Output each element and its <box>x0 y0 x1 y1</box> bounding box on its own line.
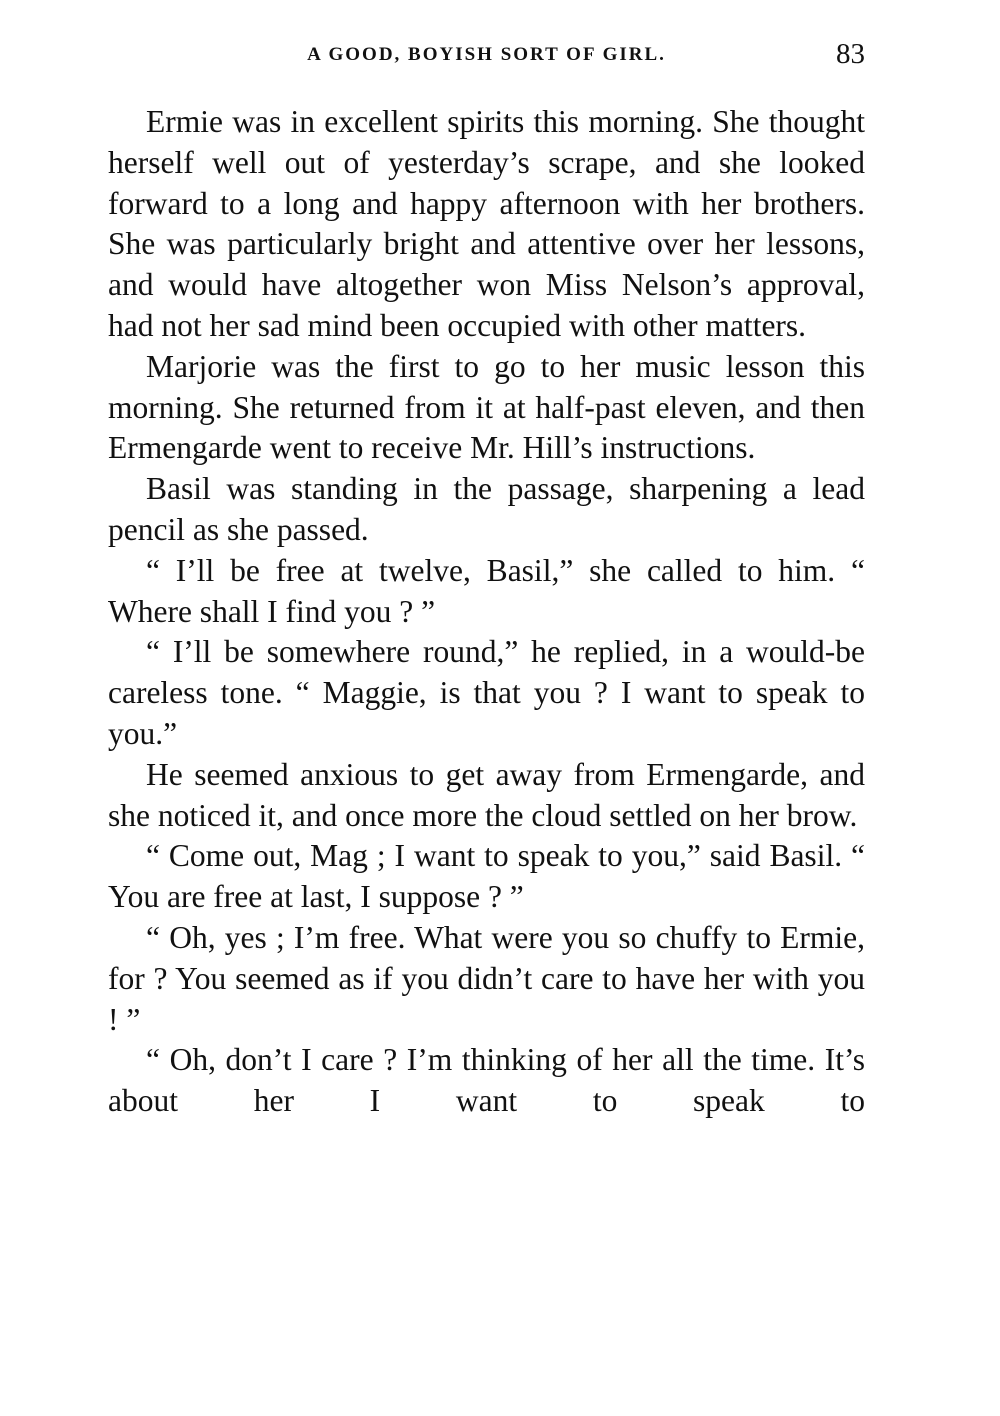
paragraph: Ermie was in excellent spirits this morning. She thought herself well out of yesterday’s scrape, and she looked forward to a long and happy afternoon with her brothers. She was particularly bright and attentive over her lessons, and would have altogether won Miss Nelson’s approval, had not her sad mind been occupied with other matters. <box>108 104 865 343</box>
body-text <box>108 102 865 1122</box>
running-head <box>108 38 865 78</box>
paragraph: “ I’ll be somewhere round,” he replied, in a would-be careless tone. “ Maggie, is that you ? I want to speak to you.” <box>108 634 865 751</box>
page-number: 83 <box>836 38 865 70</box>
paragraph: He seemed anxious to get away from Ermengarde, and she noticed it, and once more the cloud settled on her brow. <box>108 756 865 833</box>
paragraph: “ Oh, yes ; I’m free. What were you so chuffy to Ermie, for ? You seemed as if you didn’t care to have her with you ! ” <box>108 919 865 1037</box>
paragraph: “ Come out, Mag ; I want to speak to you,” said Basil. “ You are free at last, I suppose ? ” <box>108 838 865 915</box>
paragraph: “ I’ll be free at twelve, Basil,” she called to him. “ Where shall I find you ? ” <box>108 552 865 629</box>
paragraph: Marjorie was the first to go to her music lesson this morning. She returned from it at half-past eleven, and then Ermengarde went to receive Mr. Hill’s instructions. <box>108 348 865 466</box>
paragraph-continued: “ Oh, don’t I care ? I’m thinking of her all the time. It’s about her I want to speak to <box>108 1042 865 1119</box>
running-title: A GOOD, BOYISH SORT OF GIRL. <box>307 44 666 65</box>
paragraph: Basil was standing in the passage, sharpening a lead pencil as she passed. <box>108 471 865 547</box>
